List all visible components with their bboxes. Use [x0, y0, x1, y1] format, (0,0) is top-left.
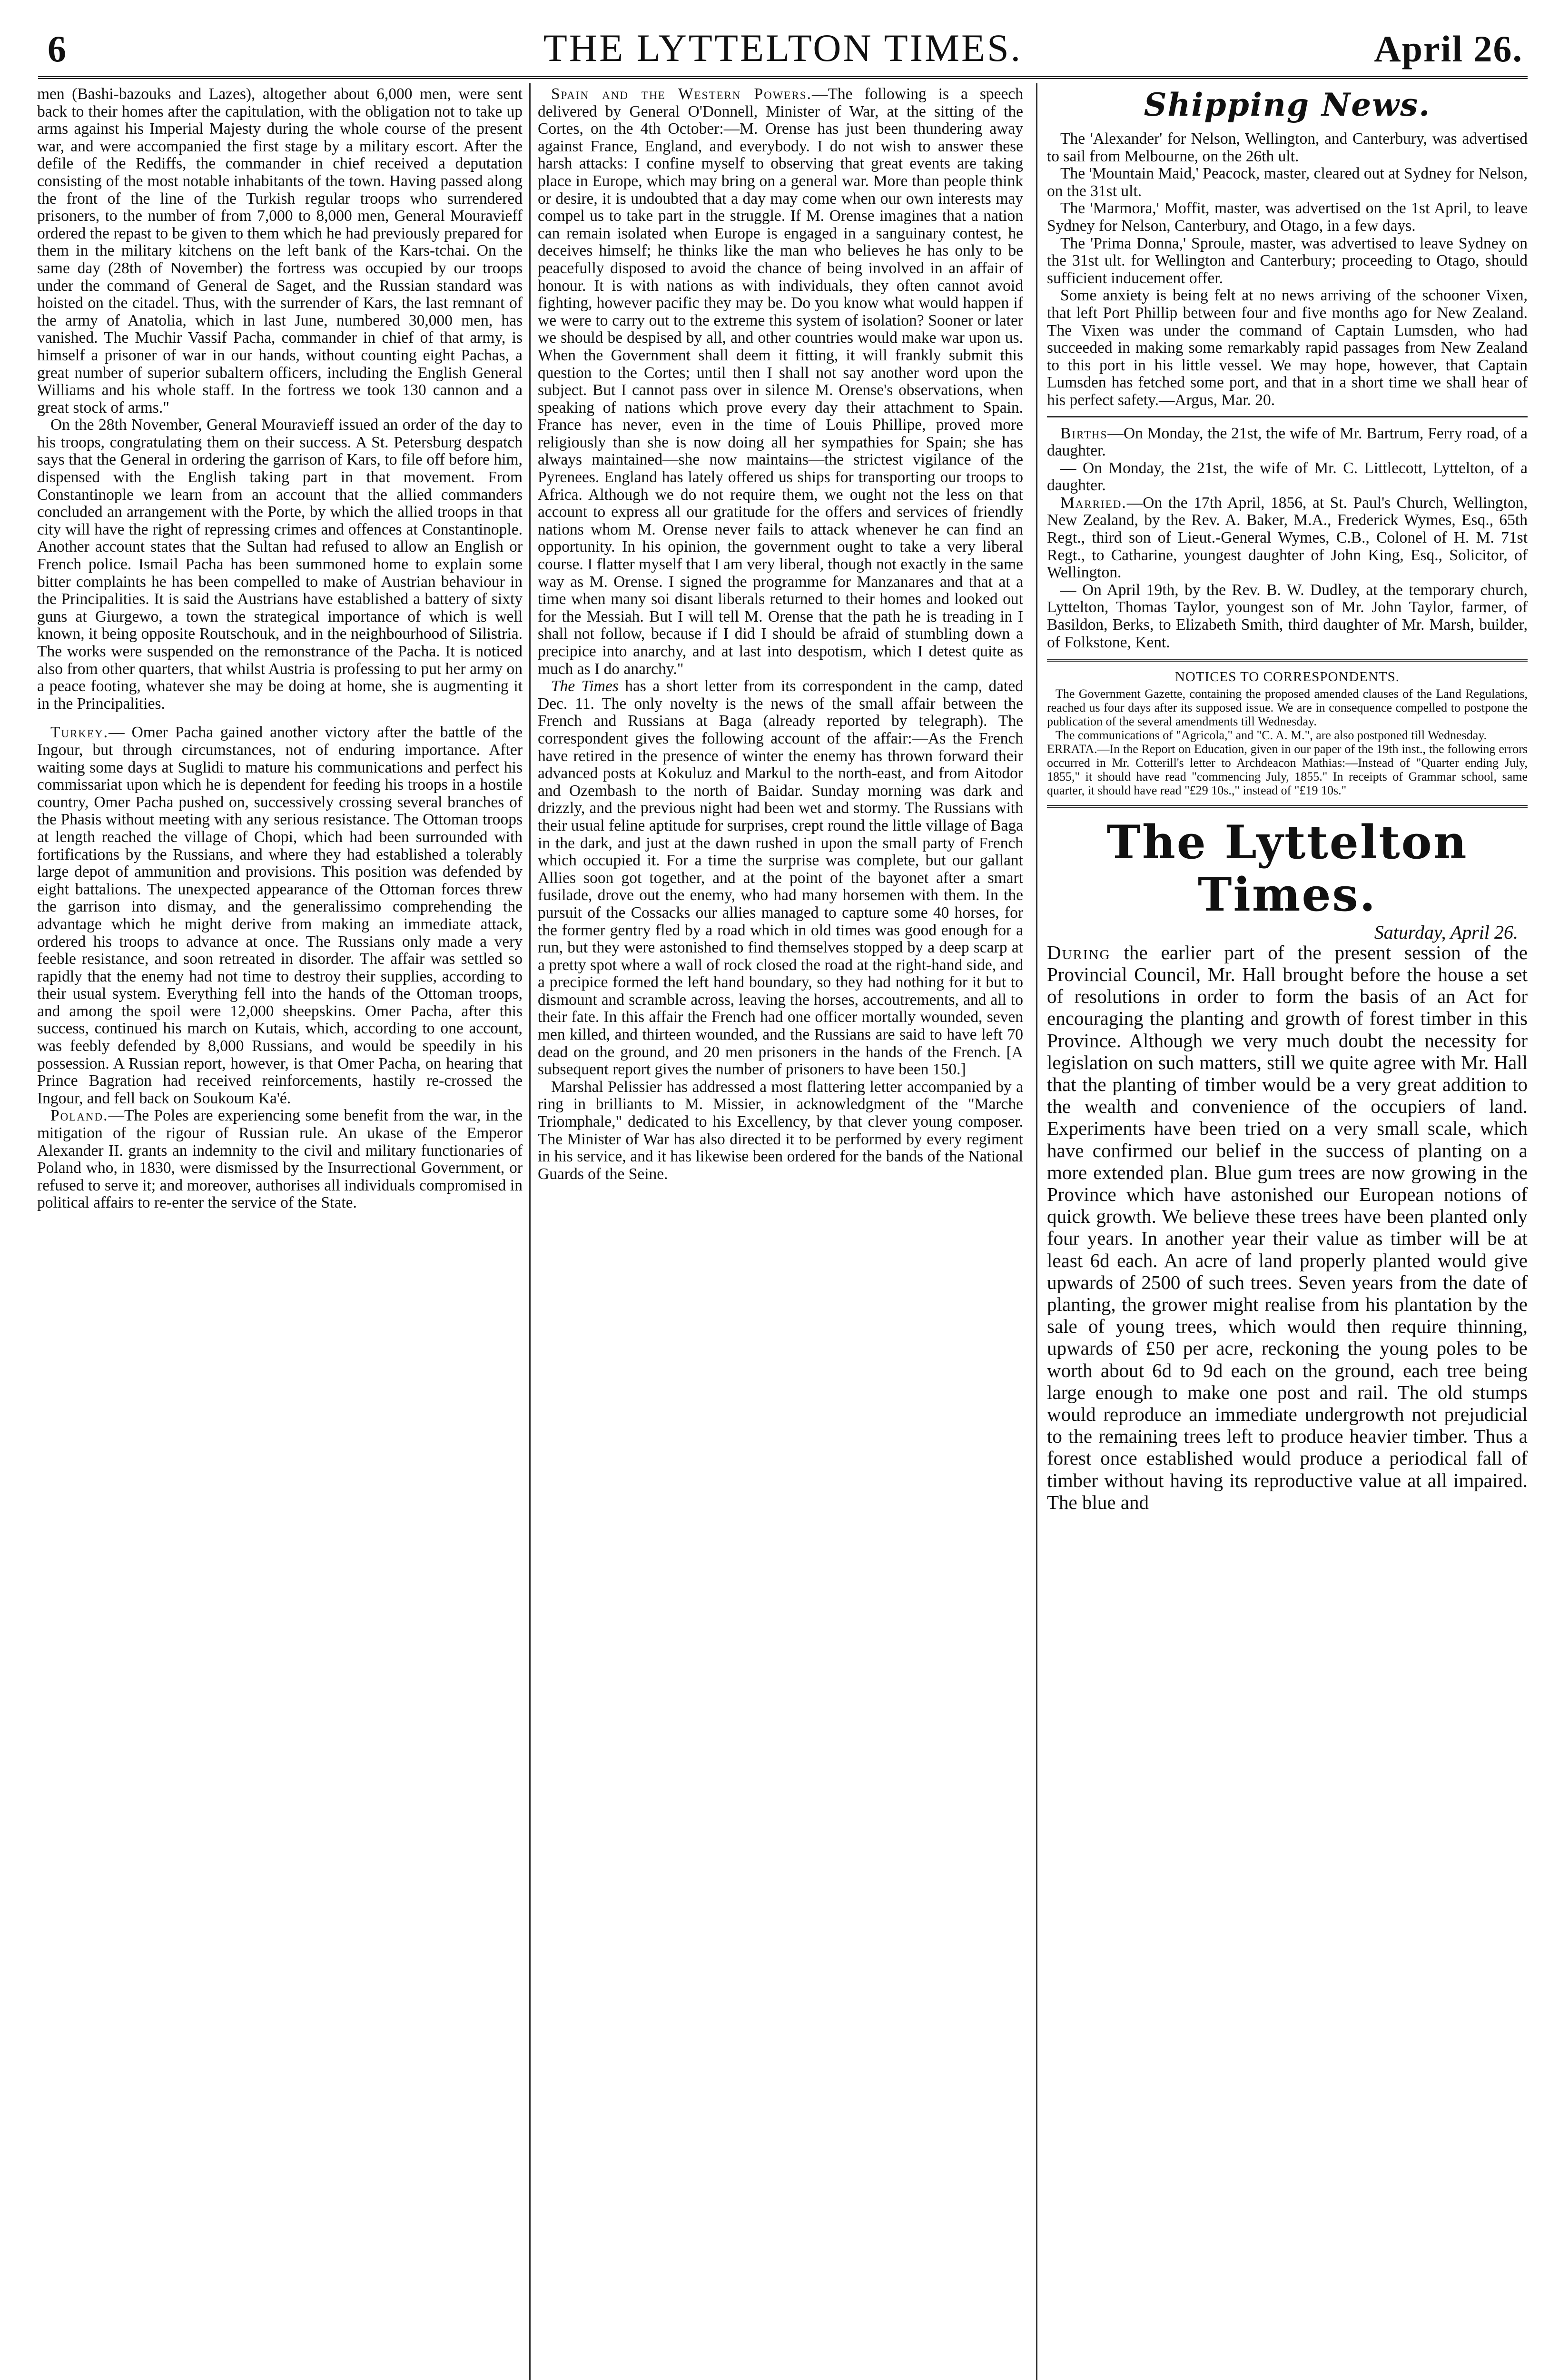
- spain-text: —The following is a speech delivered by General O'Donnell, Minister of War, at the sitting of the Cortes, on the 4th October:—M. Orense has just been thundering away against France, England, and everybody. I do not wish to answer these harsh attacks: I confine myself to observing that great events are taking place in Europe, which may bring on a general war. More than people think or desire, it is undoubted that a day may come when our own interests may compel us to take part in the struggle. If M. Orense imagines that a nation can remain isolated when Europe is engaged in a sanguinary contest, he deceives himself; he thinks like the man who believes he has only to be peacefully disposed to avoid the chance of being involved in an affair of honour. It is with nations as with individuals, they often cannot avoid fighting, however pacific they may be. Do you know what would happen if we were to carry out to the extreme this system of isolation? Sooner or later we should be despised by all, and other countries would make war upon us. When the Government shall deem it fitting, it will frankly submit this question to the Cortes; until then I shall not say another word upon the subject. But I cannot pass over in silence M. Orense's observations, when speaking of nations which prove every day their attachment to Spain. France has never, even in the time of Louis Phillipe, proved more religiously than she is now doing all her sympathies for Spain; she has always maintained—she now maintains—the strictest vigilance of the Pyrenees. England has lately offered us ships for transporting our troops to Africa. Although we do not require them, we ought not the less on that account to express all our gratitude for the offers and services of friendly nations whom M. Orense never fails to attack whenever he can find an opportunity. In his opinion, the government ought to take a very liberal course. I flatter myself that I am very liberal, though not exactly in the same way as M. Orense. I signed the programme for Manzanares and that at a time when many soi disant liberals returned to their homes and looked out for the Messiah. But I will tell M. Orense that the path he is treading in I shall not follow, because if I did I should be afraid of stumbling down a precipice into anarchy, and at last into despotism, which I detest quite as much as I do anarchy.": [538, 86, 1023, 678]
- masthead: [38, 24, 1528, 79]
- section-divider: [1047, 805, 1528, 808]
- editorial-body: the earlier part of the present session of the Provincial Council, Mr. Hall brought before the house a set of resolutions in order to form the basis of an Act for encouraging the planting and growth of forest timber in this Province. Although we very much doubt the necessity for legislation on such matters, still we quite agree with Mr. Hall that the planting of timber would be a very great addition to the wealth and convenience of the occupiers of land. Experiments have been tried on a very small scale, which have confirmed our belief in the success of planting on a more extended plan. Blue gum trees are now growing in the Province which have astonished our European notions of quick growth. We believe these trees have been planted only four years. In another year their value as timber will be at least 6d each. An acre of land properly planted would give upwards of 2500 of such trees. Seven years from the date of planting, the grower might realise from his plantation by the sale of young trees, which would then require thinning, upwards of £50 per acre, reckoning the young poles to be worth about 6d to 9d each on the ground, each tree being large enough to make one post and rail. The old stumps would reproduce an immediate undergrowth not prejudicial to the remaining trees left to produce heavier timber. Thus a forest once established would produce a periodical fall of timber without having its reproductive value at all impaired. The blue and: [1047, 941, 1528, 1513]
- times-label: The Times: [551, 677, 619, 695]
- column-divider: [1036, 83, 1037, 2380]
- column-3: [1047, 86, 1528, 2380]
- editorial-dateline: Saturday, April 26.: [1374, 922, 1518, 943]
- times-article: [538, 678, 1023, 1079]
- marriage-notice: [1047, 495, 1528, 582]
- notices-heading: NOTICES TO CORRESPONDENTS.: [1174, 669, 1400, 685]
- turkey-text: — Omer Pacha gained another victory after the battle of the Ingour, but through circumstances, not of enduring importance. After waiting some days at Suglidi to mature his communications and perfect his commissariat upon which he is dependent for feeding his troops in a hostile country, Omer Pacha pushed on, successively crossing several branches of the Phasis without meeting with any serious resistance. The Ottoman troops at length reached the village of Chopi, which had been surrounded with fortifications by the Russians, and where they had established a tolerably large depot of ammunition and provisions. This position was defended by eight battalions. The unexpected appearance of the Ottoman forces threw the garrison into dismay, and the generalissimo comprehending the advantage which he might derive from making an immediate attack, ordered his troops to advance at once. The Russians only made a very feeble resistance, and soon retreated in disorder. The affair was settled so rapidly that the enemy had not time to destroy their supplies, according to their usual system. Everything fell into the hands of the Ottoman troops, and among the spoil were 12,000 sheepskins. Omer Pacha, after this success, continued his march on Kutais, which, according to one account, was feebly defended by 8,000 Russians, and would be speedily in his possession. A Russian report, however, is that Omer Pacha, on hearing that Prince Bagration had received reinforcements, hastily re-crossed the Ingour, and fell back on Soukoum Ka'é.: [37, 724, 523, 1107]
- spain-label: Spain and the Western Powers.: [551, 86, 812, 103]
- birth-text: —On Monday, the 21st, the wife of Mr. Bartrum, Ferry road, of a daughter.: [1047, 424, 1528, 460]
- married-label: Married.: [1060, 494, 1127, 512]
- birth-notice: — On Monday, the 21st, the wife of Mr. C. Littlecott, Lyttelton, of a daughter.: [1047, 459, 1528, 495]
- poland-article: [37, 1107, 523, 1212]
- turkey-article: [37, 724, 523, 1107]
- column-divider: [529, 83, 531, 2380]
- shipping-news-heading: Shipping News.: [1144, 86, 1431, 123]
- marriage-notice: — On April 19th, by the Rev. B. W. Dudley, at the temporary church, Lyttelton, Thomas Taylor, youngest son of Mr. John Taylor, farmer, of Basildon, Berks, to Elizabeth Smith, third daughter of Mr. Marsh, builder, of Folkstone, Kent.: [1047, 581, 1528, 651]
- poland-label: Poland.: [50, 1107, 109, 1125]
- notices-block: [1047, 670, 1528, 797]
- shipping-item: The 'Marmora,' Moffit, master, was advertised on the 1st April, to leave Sydney for Nelson, Canterbury, and Otago, in a few days.: [1047, 199, 1528, 235]
- pelissier-article: Marshal Pelissier has addressed a most flattering letter accompanied by a ring in brilliants to M. Missier, in acknowledgment of the "Marche Triomphale," dedicated to his Excellency, by that clever young composer. The Minister of War has also directed it to be performed by every regiment in his service, and it has likewise been ordered for the bands of the National Guards of the Seine.: [538, 1078, 1023, 1183]
- errata-item: ERRATA.—In the Report on Education, given in our paper of the 19th inst., the following errors occurred in Mr. Cotterill's letter to Archdeacon Mathias:—Instead of "Quarter ending July, 1855," it should have read "commencing July, 1855." In receipts of Grammar school, same quarter, it should have read "£29 10s.," instead of "£19 10s.": [1047, 742, 1528, 798]
- poland-text: —The Poles are experiencing some benefit from the war, in the mitigation of the rigour of Russian rule. An ukase of the Emperor Alexander II. grants an indemnity to the civil and military functionaries of Poland who, in 1830, were dismissed by the Insurrectional Government, or refused to serve it; and moreover, authorises all individuals compromised in political affairs to re-enter the service of the State.: [37, 1107, 523, 1212]
- editorial-text: [1047, 942, 1528, 1513]
- editorial-heading: The Lyttelton Times.: [1106, 815, 1468, 922]
- kars-article-continued: men (Bashi-bazouks and Lazes), altogether about 6,000 men, were sent back to their homes after the capitulation, with the obligation not to take up arms against his Imperial Majesty during the whole course of the present war, and were accompanied the first stage by a military escort. After the defile of the Rediffs, the commander in chief received a deputation consisting of the most notable inhabitants of the town. Having passed along the front of the line of the Turkish regular troops who surrendered prisoners, to the number of from 7,000 to 8,000 men, General Mouravieff ordered the repast to be given to them which he had previously prepared for them in the military kitchens on the left bank of the Kars-tchai. On the same day (28th of November) the fortress was occupied by our troops under the command of General de Saget, and the Russian standard was hoisted on the citadel. Thus, with the surrender of Kars, the last remnant of the army of Anatolia, which in last June, numbered 30,000 men, has vanished. The Muchir Vassif Pacha, commander in chief of that army, is himself a prisoner of war in our hands, without counting eight Pachas, a great number of superior subaltern officers, including the English General Williams and his whole staff. In the fortress we took 130 cannon and a great stock of arms.": [37, 86, 523, 416]
- notice-item: The communications of "Agricola," and "C. A. M.", are also postponed till Wednesday.: [1056, 728, 1487, 743]
- page-number: 6: [48, 28, 66, 69]
- shipping-item: The 'Mountain Maid,' Peacock, master, cleared out at Sydney for Nelson, on the 31st ult.: [1047, 165, 1528, 200]
- shipping-item: The 'Prima Donna,' Sproule, master, was advertised to leave Sydney on the 31st ult. for Wellington and Canterbury; proceeding to Otago, should sufficient inducement offer.: [1047, 234, 1528, 287]
- births-label: Births: [1060, 424, 1108, 442]
- issue-date: April 26.: [1374, 28, 1523, 69]
- editorial-first-word: During: [1047, 941, 1111, 963]
- shipping-item: The 'Alexander' for Nelson, Wellington, and Canterbury, was advertised to sail from Melbourne, on the 26th ult.: [1047, 130, 1528, 165]
- paper-title: THE LYTTELTON TIMES.: [543, 26, 1023, 69]
- section-divider: [1047, 416, 1528, 417]
- section-divider: [1047, 659, 1528, 662]
- birth-notice: [1047, 425, 1528, 460]
- mouravieff-paragraph: On the 28th November, General Mouravieff issued an order of the day to his troops, congratulating them on their success. A St. Petersburg despatch says that the General in ordering the garrison of Kars, to file off before him, dispensed with the English taking part in that movement. From Constantinople we learn from an account that the allied commanders concluded an arrangement with the Porte, by which the allied troops in that city will have the right of repressing crimes and offences at Constantinople. Another account states that the Sultan had refused to allow an English or French police. Ismail Pacha has been summoned home to explain some bitter complaints he has been compelled to make of Austrian behaviour in the Principalities. It is said the Austrians have established a battery of sixty guns at Giurgewo, a town the strategical importance of which is well known, it being opposite Routschouk, and in the neighbourhood of Silistria. The works were suspended on the remonstrance of the Pacha. It is noticed also from other quarters, that whilst Austria is professing to put her army on a peace footing, whatever she may be doing at home, she is augmenting it in the Principalities.: [37, 416, 523, 713]
- notice-item: The Government Gazette, containing the proposed amended clauses of the Land Regulations, reached us four days after its supposed issue. We are in consequence compelled to postpone the publication of the several amendments till Wednesday.: [1047, 687, 1528, 729]
- spain-article: [538, 86, 1023, 678]
- marriage-text: —On the 17th April, 1856, at St. Paul's Church, Wellington, New Zealand, by the Rev. A. Baker, M.A., Frederick Wymes, Esq., 65th Regt., third son of Lieut.-General Wymes, C.B., Colonel of H. M. 71st Regt., to Catharine, youngest daughter of John King, Esq., Solicitor, of Wellington.: [1047, 494, 1528, 582]
- turkey-label: Turkey.: [50, 724, 109, 742]
- column-1: [37, 86, 523, 2380]
- shipping-item: Some anxiety is being felt at no news arriving of the schooner Vixen, that left Port Phillip between four and five months ago for New Zealand. The Vixen was under the command of Captain Lumsden, who had succeeded in making some remarkably rapid passages from New Zealand to this port in his little vessel. We may hope, however, that Captain Lumsden has fetched some port, and that in a short time we shall hear of his perfect safety.—Argus, Mar. 20.: [1047, 287, 1528, 409]
- times-text: has a short letter from its correspondent in the camp, dated Dec. 11. The only novelty is the news of the small affair between the French and Russians at Baga (already reported by telegraph). The correspondent gives the following account of the affair:—As the French have retired in the presence of winter the enemy has thrown forward their advanced posts at Kokuluz and Markul to the north-east, and from Aitodor and Ozembash to the north of Baidar. Sunday morning was dark and drizzly, and the previous night had been wet and stormy. The Russians with their usual feline aptitude for surprises, crept round the little village of Baga in the dark, and just at the dawn rushed in upon the small party of French which occupied it. For a time the surprise was complete, but our gallant Allies soon got together, and at the point of the bayonet after a smart fusilade, drove out the enemy, who had many horsemen with them. In the pursuit of the Cossacks our allies managed to capture some 40 horses, for the former gentry fled by a road which in old times was good enough for a run, but they were astonished to find themselves stopped by a deep scarp at a pretty spot where a wall of rock closed the road at the right-hand side, and a precipice formed the left hand boundary, so they had nothing for it but to dismount and scramble across, leaving the horses, accoutrements, and all to their fate. In this affair the French had one officer mortally wounded, seven men killed, and thirteen wounded, and the Russians are said to have left 70 dead on the ground, and 20 men prisoners in the hands of the French. [A subsequent report gives the number of prisoners to have been 150.]: [538, 677, 1023, 1079]
- column-2: [538, 86, 1023, 2380]
